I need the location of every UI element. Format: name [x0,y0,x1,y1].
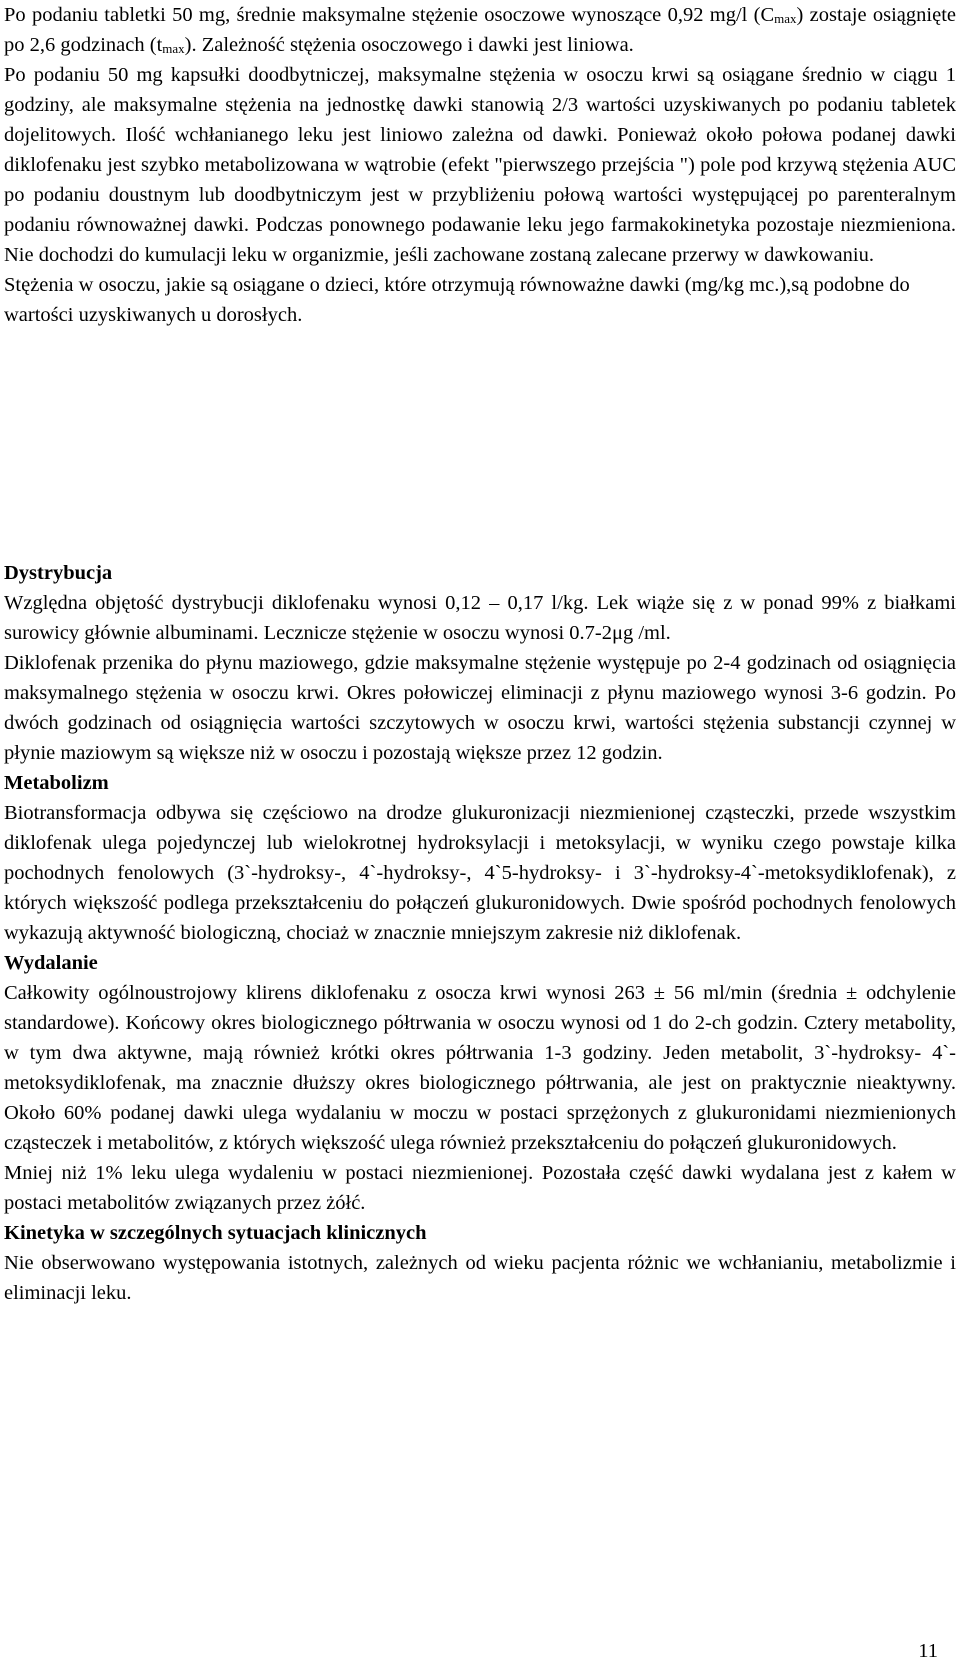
text-run: Po podaniu tabletki 50 mg, średnie maksymalne stężenie osoczowe wynoszące 0,92 mg/l (C [4,4,775,26]
wydalanie-paragraph-1: Całkowity ogólnoustrojowy klirens diklofenaku z osocza krwi wynosi 263 ± 56 ml/min (średnia ± odchylenie standardowe). Końcowy okres biologicznego półtrwania w osoczu wynosi od 1 do 2-ch godzin. Cztery metabolity, w tym dwa aktywne, mają również krótki okres półtrwania 1-3 godziny. Jeden metabolit, 3`-hydroksy- 4`-metoksydiklofenak, ma znacznie dłuższy okres biologicznego półtrwania, ale jest on praktycznie nieaktywny. Około 60% podanej dawki ulega wydalaniu w moczu w postaci sprzężonych z glukuronidami niezmienionych cząsteczek i metabolitów, z których większość ulega również przekształceniu do połączeń glukuronidowych. [4,982,956,1154]
section-heading-dystrybucja: Dystrybucja [4,562,113,584]
page-number: 11 [918,1640,938,1662]
text-run: ). Zależność stężenia osoczowego i dawki jest liniowa. [184,34,634,56]
wydalanie-paragraph-2: Mniej niż 1% leku ulega wydaleniu w postaci niezmienionej. Pozostała część dawki wydalana jest z kałem w postaci metabolitów związanych przez żółć. [4,1162,956,1214]
section-heading-kinetyka: Kinetyka w szczególnych sytuacjach klinicznych [4,1222,427,1244]
dystrybucja-paragraph-1: Względna objętość dystrybucji diklofenaku wynosi 0,12 – 0,17 l/kg. Lek wiąże się z w ponad 99% z białkami surowicy głównie albuminami. Lecznicze stężenie w osoczu wynosi 0.7-2μg /ml. [4,592,956,644]
absorption-paragraph-tablet [4,0,956,60]
metabolizm-paragraph: Biotransformacja odbywa się częściowo na drodze glukuronizacji niezmienionej cząsteczki, przede wszystkim diklofenak ulega pojedynczej lub wielokrotnej hydroksylacji i metoksylacji, w wyniku czego powstaje kilka pochodnych fenolowych (3`-hydroksy-, 4`-hydroksy-, 4`5-hydroksy- i 3`-hydroksy-4`-metoksydiklofenak), z których większość podlega przekształceniu do połączeń glukuronidowych. Dwie spośród pochodnych fenolowych wykazują aktywność biologiczną, chociaż w znacznie mniejszym zakresie niż diklofenak. [4,802,956,944]
absorption-paragraph-children: Stężenia w osoczu, jakie są osiągane o dzieci, które otrzymują równoważne dawki (mg/kg mc.),są podobne do wartości uzyskiwanych u dorosłych. [4,274,910,326]
section-heading-wydalanie: Wydalanie [4,952,98,974]
dystrybucja-paragraph-2: Diklofenak przenika do płynu maziowego, gdzie maksymalne stężenie występuje po 2-4 godzinach od osiągnięcia maksymalnego stężenia w osoczu krwi. Okres połowiczej eliminacji z płynu maziowego wynosi 3-6 godzin. Po dwóch godzinach od osiągnięcia wartości szczytowych w osoczu krwi, wartości stężenia substancji czynnej w płynie maziowym są większe niż w osoczu i pozostają większe przez 12 godzin. [4,652,956,764]
text-run: ) zostaje osiągnięte po 2,6 godzinach (t [4,4,956,56]
absorption-paragraph-rectal: Po podaniu 50 mg kapsułki doodbytniczej, maksymalne stężenia w osoczu krwi są osiągane średnio w ciągu 1 godziny, ale maksymalne stężenia na jednostkę dawki stanowią 2/3 wartości uzyskiwanych po podaniu tabletek dojelitowych. Ilość wchłanianego leku jest liniowo zależna od dawki. Ponieważ około połowa podanej dawki diklofenaku jest szybko metabolizowana w wątrobie (efekt "pierwszego przejścia ") pole pod krzywą stężenia AUC po podaniu doustnym lub doodbytniczym jest w przybliżeniu połową wartości występującej po parenteralnym podaniu równoważnej dawki. Podczas ponownego podawanie leku jego farmakokinetyka pozostaje niezmieniona. Nie dochodzi do kumulacji leku w organizmie, jeśli zachowane zostaną zalecane przerwy w dawkowaniu. [4,64,956,266]
section-heading-metabolizm: Metabolizm [4,772,109,794]
kinetyka-paragraph: Nie obserwowano występowania istotnych, zależnych od wieku pacjenta różnic we wchłanianiu, metabolizmie i eliminacji leku. [4,1252,956,1304]
pharmacokinetics-sections [4,558,956,1308]
pharmacokinetics-absorption-section [4,0,956,330]
subscript-max: max [774,11,797,26]
subscript-max: max [162,41,185,56]
